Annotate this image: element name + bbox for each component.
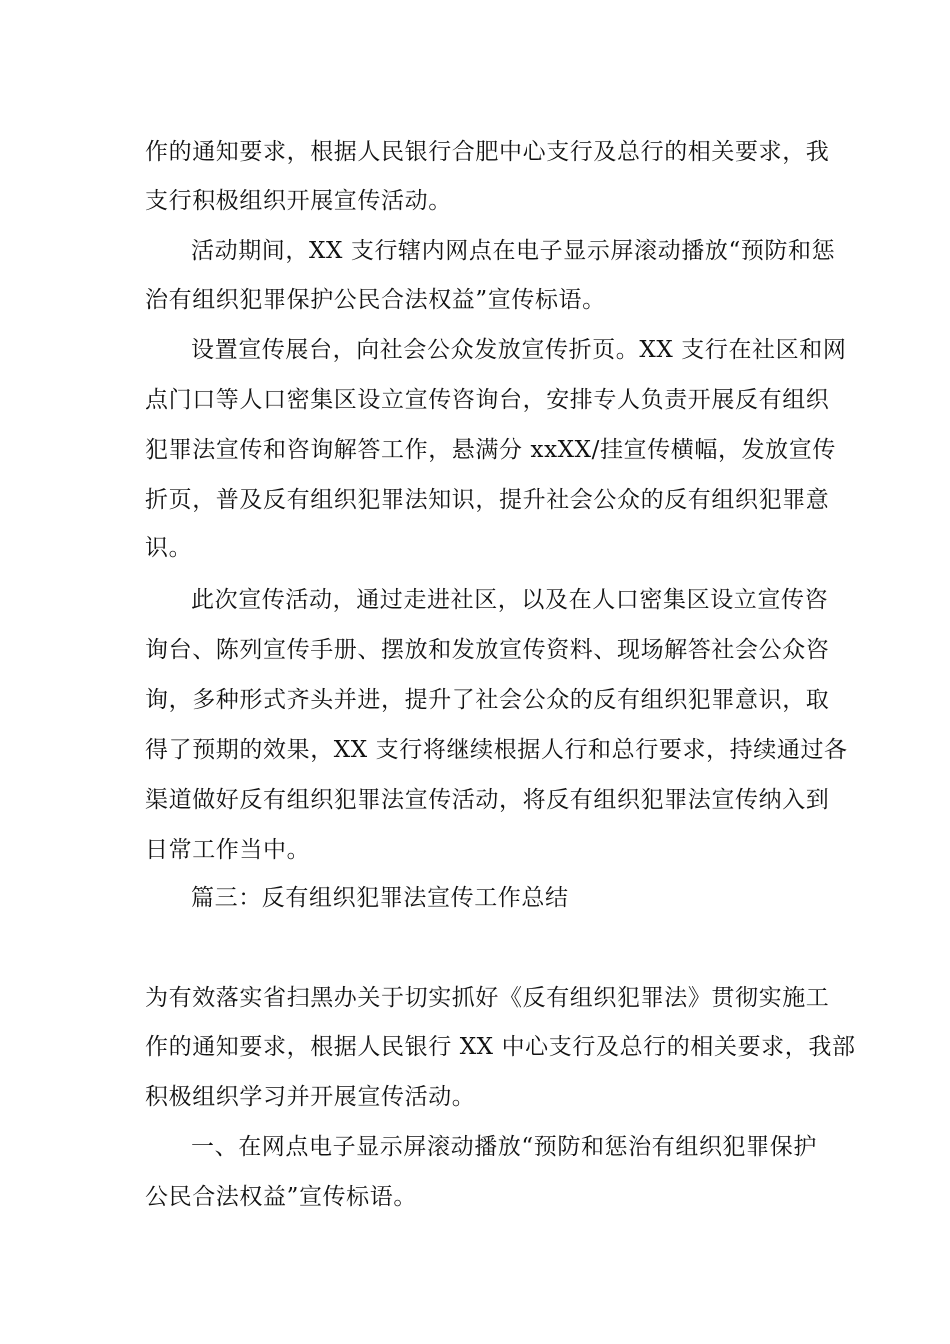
- text-line: 询台、陈列宣传手册、摆放和发放宣传资料、现场解答社会公众咨: [145, 637, 830, 663]
- text-line: 折页，普及反有组织犯罪法知识，提升社会公众的反有组织犯罪意: [145, 487, 830, 513]
- section-heading: 篇三：反有组织犯罪法宣传工作总结: [191, 885, 569, 911]
- text-line: 治有组织犯罪保护公民合法权益”宣传标语。: [145, 287, 606, 313]
- text-line: 积极组织学习并开展宣传活动。: [145, 1084, 476, 1110]
- text-line: 识。: [145, 535, 193, 561]
- text-line: 此次宣传活动，通过走进社区，以及在人口密集区设立宣传咨: [191, 587, 829, 613]
- text-line: 支行积极组织开展宣传活动。: [145, 188, 452, 214]
- text-line: 活动期间，XX 支行辖内网点在电子显示屏滚动播放“预防和惩: [191, 238, 836, 264]
- text-line: 点门口等人口密集区设立宣传咨询台，安排专人负责开展反有组织: [145, 387, 830, 413]
- text-line: 一、在网点电子显示屏滚动播放“预防和惩治有组织犯罪保护: [191, 1134, 817, 1160]
- text-line: 公民合法权益”宣传标语。: [145, 1184, 417, 1210]
- text-line: 设置宣传展台，向社会公众发放宣传折页。XX 支行在社区和网: [191, 337, 847, 363]
- text-line: 作的通知要求，根据人民银行合肥中心支行及总行的相关要求，我: [145, 139, 830, 165]
- text-line: 得了预期的效果，XX 支行将继续根据人行和总行要求，持续通过各: [145, 737, 848, 763]
- text-line: 犯罪法宣传和咨询解答工作，悬满分 xxXX/挂宣传横幅，发放宣传: [145, 437, 836, 463]
- text-line: 作的通知要求，根据人民银行 XX 中心支行及总行的相关要求，我部: [145, 1034, 856, 1060]
- text-line: 日常工作当中。: [145, 837, 311, 863]
- text-line: 为有效落实省扫黑办关于切实抓好《反有组织犯罪法》贯彻实施工: [145, 985, 830, 1011]
- text-line: 渠道做好反有组织犯罪法宣传活动，将反有组织犯罪法宣传纳入到: [145, 787, 830, 813]
- text-line: 询，多种形式齐头并进，提升了社会公众的反有组织犯罪意识，取: [145, 687, 830, 713]
